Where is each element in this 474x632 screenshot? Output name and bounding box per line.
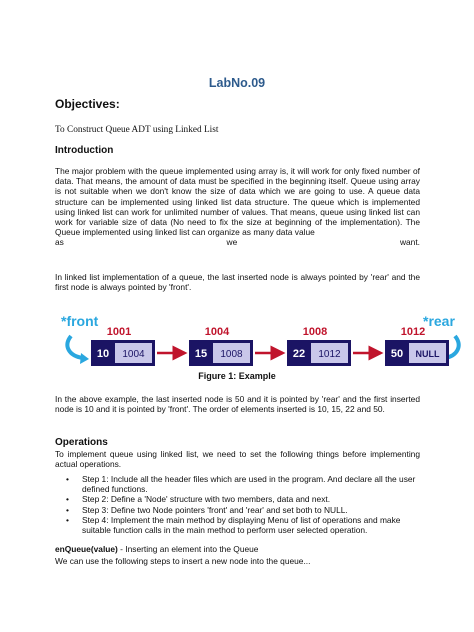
rear-label: *rear xyxy=(423,313,455,329)
enqueue-description: - Inserting an element into the Queue xyxy=(117,544,259,554)
objectives-heading: Objectives: xyxy=(55,97,120,111)
lab-title: LabNo.09 xyxy=(208,76,266,90)
introduction-last-line xyxy=(55,237,420,247)
node-address-label: 1012 xyxy=(400,326,426,338)
front-label: *front xyxy=(61,313,99,329)
step-text: Step 1: Include all the header files which are used in the program. And declare all the user defined functions. xyxy=(82,474,416,495)
figure-caption: Figure 1: Example xyxy=(198,371,276,381)
node-next-value: 1004 xyxy=(122,349,145,360)
operations-heading: Operations xyxy=(55,437,108,448)
introduction-paragraph xyxy=(55,166,420,248)
steps-list xyxy=(66,474,420,535)
example-explanation-paragraph: In the above example, the last inserted node is 50 and it is pointed by 'rear' and the first inserted node is 10 and it is pointed by 'front'. The order of elements inserted is 10, 15, 22 and 50. xyxy=(55,394,420,415)
node-data-value: 10 xyxy=(96,348,110,360)
front-pointer-arrowhead-icon xyxy=(80,353,89,364)
node-data-value: 15 xyxy=(194,348,208,360)
step-text: Step 4: Implement the main method by displaying Menu of list of operations and make suitable function calls in the main method to perform user selected operation. xyxy=(82,514,401,536)
node-address-label: 1004 xyxy=(204,326,230,338)
node-next-value: 1008 xyxy=(220,349,243,360)
intro-last-word-3: want. xyxy=(399,237,420,248)
list-item xyxy=(66,494,420,504)
enqueue-steps-intro: We can use the following steps to insert a new node into the queue... xyxy=(55,556,311,566)
node-address-label: 1001 xyxy=(106,326,132,338)
list-item xyxy=(66,474,420,494)
node-next-value: NULL xyxy=(415,349,440,359)
step-text: Step 2: Define a 'Node' structure with two members, data and next. xyxy=(82,494,331,505)
enqueue-function-name: enQueue(value) xyxy=(55,544,118,554)
front-pointer-arrow-icon xyxy=(67,336,83,358)
bullet-icon: • xyxy=(66,504,69,515)
list-item xyxy=(66,505,420,515)
introduction-text: The major problem with the queue implemented using array is, it will work for only fixed number of data. That means, the amount of data must be specified in the beginning itself. Queue using array is not suitable when we don't know the size of data which we are going to use. A queue data structure can be implemented using linked list data structure. The queue which is implemented using linked list can work for unlimited number of values. That means, queue using linked list can work for variable size of data (No need to fix the size at beginning of the implementation). The Queue implemented using linked list can organize as many data value xyxy=(55,166,420,238)
list-item xyxy=(66,515,420,535)
introduction-heading: Introduction xyxy=(55,145,114,156)
bullet-icon: • xyxy=(66,494,69,505)
intro-last-word-2: we xyxy=(226,237,238,248)
intro-last-word-1: as xyxy=(55,237,64,248)
node-data-value: 22 xyxy=(292,348,306,360)
linked-queue-figure xyxy=(55,310,467,384)
node-next-value: 1012 xyxy=(318,349,341,360)
node-address-label: 1008 xyxy=(302,326,328,338)
step-text: Step 3: Define two Node pointers 'front' and 'rear' and set both to NULL. xyxy=(82,504,348,515)
bullet-icon: • xyxy=(66,474,69,484)
bullet-icon: • xyxy=(66,514,69,525)
linked-queue-diagram xyxy=(55,310,467,370)
front-rear-paragraph: In linked list implementation of a queue, the last inserted node is always pointed by 'rear' and the first node is always pointed by 'front'. xyxy=(55,272,420,293)
operations-paragraph: To implement queue using linked list, we need to set the following things before implementing actual operations. xyxy=(55,449,420,470)
node-data-value: 50 xyxy=(390,348,404,360)
enqueue-line xyxy=(55,544,435,554)
aim-text: To Construct Queue ADT using Linked List xyxy=(55,125,219,135)
